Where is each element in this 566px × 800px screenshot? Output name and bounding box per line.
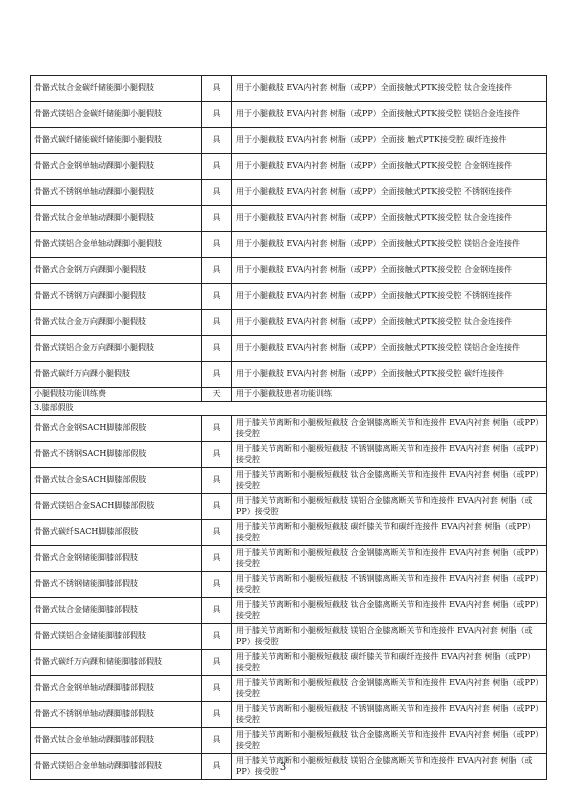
item-name: 小腿假肢功能训练费: [31, 388, 202, 402]
item-unit: 具: [202, 102, 232, 128]
item-description: 用于膝关节离断和小腿极短截肢 钛合金膝离断关节和连接件 EVA内衬套 树脂（或PP）接受腔: [232, 728, 547, 754]
table-row: [31, 728, 547, 754]
item-unit: 具: [202, 362, 232, 388]
item-description: 用于膝关节离断和小腿极短截肢 钛合金膝离断关节和连接件 EVA内衬套 树脂（或PP）接受腔: [232, 598, 547, 624]
item-name: 骨骼式合金钢单轴动踝脚小腿假肢: [31, 154, 202, 180]
item-name: 骨骼式钛合金储能脚膝部假肢: [31, 598, 202, 624]
item-unit: 具: [202, 598, 232, 624]
item-description: 用于小腿截肢 EVA内衬套 树脂（或PP）全面接触式PTK接受腔 不锈钢连接件: [232, 180, 547, 206]
item-name: 骨骼式钛合金碳纤储能脚小腿假肢: [31, 76, 202, 102]
table-row: [31, 154, 547, 180]
item-name: 骨骼式钛合金单轴动踝脚小腿假肢: [31, 206, 202, 232]
table-body-top: [31, 76, 547, 388]
item-description: 用于膝关节离断和小腿极短截肢 不锈钢膝离断关节和连接件 EVA内衬套 树脂（或PP）接受腔: [232, 442, 547, 468]
table-row: [31, 702, 547, 728]
section-header-row: [31, 402, 547, 416]
item-unit: 具: [202, 128, 232, 154]
item-unit: 具: [202, 728, 232, 754]
item-name: 骨骼式镁铝合金碳纤储能脚小腿假肢: [31, 102, 202, 128]
item-description: 用于小腿截肢 EVA内衬套 树脂（或PP）全面接触式PTK接受腔 钛合金连接件: [232, 76, 547, 102]
item-description: 用于小腿截肢 EVA内衬套 树脂（或PP）全面接触式PTK接受腔 镁铝合金连接件: [232, 232, 547, 258]
table-row: [31, 206, 547, 232]
item-unit: 具: [202, 754, 232, 780]
item-unit: 具: [202, 258, 232, 284]
item-name: 骨骼式合金钢储能脚膝部假肢: [31, 546, 202, 572]
item-unit: 具: [202, 232, 232, 258]
item-name: 骨骼式钛合金万向踝脚小腿假肢: [31, 310, 202, 336]
table-row: [31, 650, 547, 676]
table-row: [31, 232, 547, 258]
table-row: [31, 624, 547, 650]
item-unit: 具: [202, 520, 232, 546]
page-number: 3: [279, 762, 287, 773]
item-description: 用于膝关节离断和小腿极短截肢 合金钢膝离断关节和连接件 EVA内衬套 树脂（或PP）接受腔: [232, 676, 547, 702]
item-description: 用于小腿截肢 EVA内衬套 树脂（或PP）全面接触式PTK接受腔 钛合金连接件: [232, 206, 547, 232]
item-description: 用于膝关节离断和小腿极短截肢 碳纤膝关节和碳纤连接件 EVA内衬套 树脂（或PP）接受腔: [232, 650, 547, 676]
item-description: 用于小腿截肢 EVA内衬套 树脂（或PP）全面接 触式PTK接受腔 碳纤连接件: [232, 128, 547, 154]
item-name: 骨骼式不锈钢单轴动踝脚小腿假肢: [31, 180, 202, 206]
item-name: 骨骼式钛合金单轴动踝脚膝部假肢: [31, 728, 202, 754]
table-row: [31, 442, 547, 468]
table-row: [31, 336, 547, 362]
item-unit: 具: [202, 442, 232, 468]
item-name: 骨骼式合金钢单轴动踝脚膝部假肢: [31, 676, 202, 702]
item-name: 骨骼式合金钢SACH脚膝部假肢: [31, 416, 202, 442]
item-unit: 具: [202, 154, 232, 180]
item-name: 骨骼式镁铝合金单轴动踝脚小腿假肢: [31, 232, 202, 258]
table-row: [31, 284, 547, 310]
item-name: 骨骼式碳纤万向踝小腿假肢: [31, 362, 202, 388]
item-description: 用于膝关节离断和小腿极短截肢 合金钢膝离断关节和连接件 EVA内衬套 树脂（或PP）接受腔: [232, 546, 547, 572]
table-row: [31, 128, 547, 154]
item-name: 骨骼式镁铝合金SACH脚膝部假肢: [31, 494, 202, 520]
table-row: [31, 520, 547, 546]
item-unit: 具: [202, 702, 232, 728]
item-unit: 具: [202, 624, 232, 650]
table-row: [31, 362, 547, 388]
item-name: 骨骼式钛合金SACH脚膝部假肢: [31, 468, 202, 494]
item-description: 用于小腿截肢 EVA内衬套 树脂（或PP）全面接触式PTK接受腔 合金钢连接件: [232, 258, 547, 284]
table-row: [31, 494, 547, 520]
item-description: 用于膝关节离断和小腿极短截肢 镁铝合金膝离断关节和连接件 EVA内衬套 树脂（或PP）接受腔: [232, 754, 547, 780]
item-name: 骨骼式碳纤储能碳纤储能脚小腿假肢: [31, 128, 202, 154]
item-name: 骨骼式合金钢万向踝脚小腿假肢: [31, 258, 202, 284]
item-unit: 具: [202, 572, 232, 598]
item-description: 用于膝关节离断和小腿极短截肢 合金钢膝离断关节和连接件 EVA内衬套 树脂（或PP）接受腔: [232, 416, 547, 442]
item-description: 用于膝关节离断和小腿极短截肢 不锈钢膝离断关节和连接件 EVA内衬套 树脂（或PP）接受腔: [232, 572, 547, 598]
item-unit: 具: [202, 310, 232, 336]
item-description: 用于膝关节离断和小腿极短截肢 镁铝合金膝离断关节和连接件 EVA内衬套 树脂（或PP）接受腔: [232, 494, 547, 520]
item-description: 用于小腿截肢 EVA内衬套 树脂（或PP）全面接触式PTK接受腔 合金钢连接件: [232, 154, 547, 180]
item-description: 用于小腿截肢 EVA内衬套 树脂（或PP）全面接触式PTK接受腔 钛合金连接件: [232, 310, 547, 336]
item-unit: 具: [202, 206, 232, 232]
item-name: 骨骼式碳纤万向踝和储能脚膝部假肢: [31, 650, 202, 676]
item-description: 用于膝关节离断和小腿极短截肢 碳纤膝关节和碳纤连接件 EVA内衬套 树脂（或PP）接受腔: [232, 520, 547, 546]
table-body-training: [31, 388, 547, 416]
item-unit: 具: [202, 76, 232, 102]
item-table: [30, 75, 547, 780]
item-description: 用于小腿截肢 EVA内衬套 树脂（或PP）全面接触式PTK接受腔 碳纤连接件: [232, 362, 547, 388]
item-description: 用于膝关节离断和小腿极短截肢 不锈钢膝离断关节和连接件 EVA内衬套 树脂（或PP）接受腔: [232, 702, 547, 728]
item-unit: 具: [202, 284, 232, 310]
table-row: [31, 546, 547, 572]
table-body-knee: [31, 416, 547, 780]
item-name: 骨骼式镁铝合金储能脚膝部假肢: [31, 624, 202, 650]
item-name: 骨骼式碳纤SACH脚膝部假肢: [31, 520, 202, 546]
item-description: 用于小腿截肢 EVA内衬套 树脂（或PP）全面接触式PTK接受腔 镁铝合金连接件: [232, 336, 547, 362]
table-row: [31, 598, 547, 624]
table-row: [31, 676, 547, 702]
table-row: [31, 572, 547, 598]
item-name: 骨骼式镁铝合金单轴动踝脚膝部假肢: [31, 754, 202, 780]
item-name: 骨骼式不锈钢万向踝脚小腿假肢: [31, 284, 202, 310]
item-description: 用于小腿截肢患者功能训练: [232, 388, 547, 402]
item-unit: 具: [202, 416, 232, 442]
item-unit: 具: [202, 468, 232, 494]
item-description: 用于膝关节离断和小腿极短截肢 钛合金膝离断关节和连接件 EVA内衬套 树脂（或PP）接受腔: [232, 468, 547, 494]
item-unit: 天: [202, 388, 232, 402]
item-unit: 具: [202, 676, 232, 702]
item-description: 用于小腿截肢 EVA内衬套 树脂（或PP）全面接触式PTK接受腔 不锈钢连接件: [232, 284, 547, 310]
table-row-training: [31, 388, 547, 402]
item-name: 骨骼式镁铝合金万向踝脚小腿假肢: [31, 336, 202, 362]
item-unit: 具: [202, 336, 232, 362]
table-row: [31, 76, 547, 102]
item-description: 用于膝关节离断和小腿极短截肢 镁铝合金膝离断关节和连接件 EVA内衬套 树脂（或PP）接受腔: [232, 624, 547, 650]
item-unit: 具: [202, 180, 232, 206]
item-unit: 具: [202, 494, 232, 520]
item-name: 骨骼式不锈钢SACH脚膝部假肢: [31, 442, 202, 468]
item-unit: 具: [202, 546, 232, 572]
item-description: 用于小腿截肢 EVA内衬套 树脂（或PP）全面接触式PTK接受腔 镁铝合金连接件: [232, 102, 547, 128]
item-unit: 具: [202, 650, 232, 676]
table-row: [31, 468, 547, 494]
table-row: [31, 102, 547, 128]
document-sheet: [30, 75, 546, 780]
table-row: [31, 310, 547, 336]
item-name: 骨骼式不锈钢单轴动踝脚膝部假肢: [31, 702, 202, 728]
table-row: [31, 416, 547, 442]
item-name: 骨骼式不锈钢储能脚膝部假肢: [31, 572, 202, 598]
section-title: 3.膝部假肢: [31, 402, 547, 416]
table-row: [31, 180, 547, 206]
table-row: [31, 258, 547, 284]
